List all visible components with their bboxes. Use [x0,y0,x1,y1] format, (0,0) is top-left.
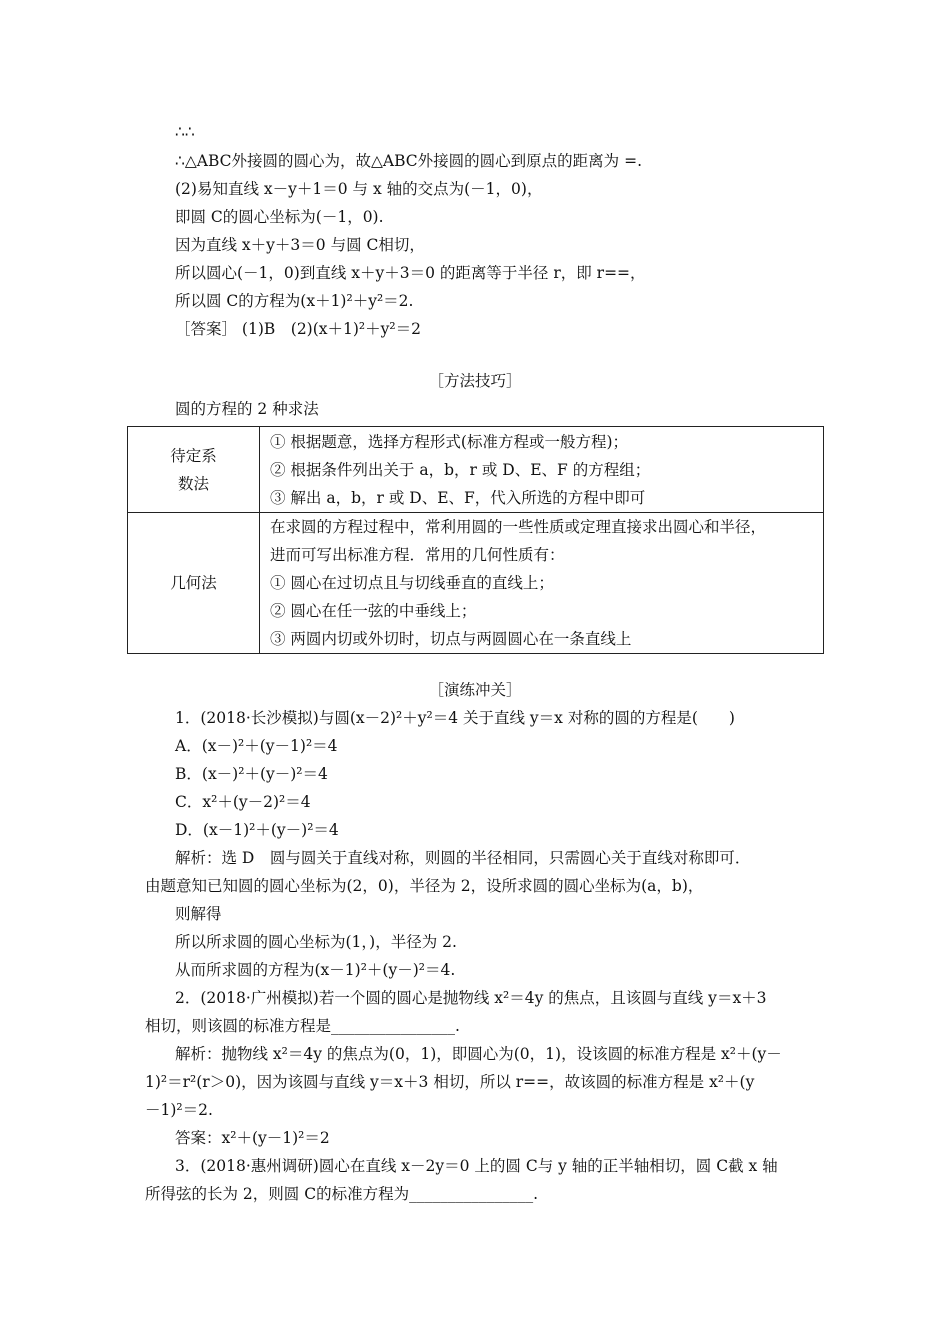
question-1-option-a: A．(x－)²＋(y－1)²＝4 [175,737,338,755]
question-2-solution-line: 解析：抛物线 x²＝4y 的焦点为(0，1)，即圆心为(0，1)，设该圆的标准方程是 x²＋(y－ [175,1045,782,1063]
methods-table [127,426,824,654]
question-1-option-d: D．(x－1)²＋(y－)²＝4 [175,821,339,839]
question-2-solution-line: 1)²＝r²(r＞0)，因为该圆与直线 y＝x＋3 相切，所以 r==，故该圆的标准方程是 x²＋(y [145,1073,755,1091]
question-2: 2．(2018·广州模拟)若一个圆的圆心是抛物线 x²＝4y 的焦点，且该圆与直线 y＝x＋3 [175,989,767,1007]
method-label-geometric [128,513,260,654]
question-3-continued: 所得弦的长为 2，则圆 C的标准方程为________________. [145,1185,539,1203]
practice-heading: ［演练冲关］ [428,681,522,699]
method-step: 进而可写出标准方程．常用的几何性质有： [270,546,565,564]
solution-line-7: 所以圆 C的方程为(x＋1)²＋y²＝2. [175,292,414,310]
question-1-option-b: B．(x－)²＋(y－)²＝4 [175,765,328,783]
question-1-solution-line: 所以所求圆的圆心坐标为(1，)，半径为 2. [175,933,457,951]
method-step: ③ 解出 a，b，r 或 D、E、F，代入所选的方程中即可 [270,488,646,507]
solution-line-2: ∴△ABC外接圆的圆心为，故△ABC外接圆的圆心到原点的距离为 =. [175,152,643,170]
method-step: ① 圆心在过切点且与切线垂直的直线上； [270,574,554,592]
solution-line-6: 所以圆心(－1，0)到直线 x＋y＋3＝0 的距离等于半径 r，即 r==， [175,264,646,282]
method-label-line: 待定系 [170,446,217,465]
solution-line-3: (2)易知直线 x－y＋1＝0 与 x 轴的交点为(－1，0)， [175,180,543,198]
method-step: ① 根据题意，选择方程形式(标准方程或一般方程)； [270,432,629,451]
answer-line: ［答案］ (1)B (2)(x＋1)²＋y²＝2 [175,320,421,338]
method-step: ② 圆心在任一弦的中垂线上； [270,602,477,620]
solution-line-4: 即圆 C的圆心坐标为(－1，0). [175,208,384,226]
solution-line-1: ∴∴ [175,123,195,141]
solution-line-5: 因为直线 x＋y＋3＝0 与圆 C相切， [175,236,425,254]
question-1-solution-line: 由题意知已知圆的圆心坐标为(2，0)，半径为 2，设所求圆的圆心坐标为(a，b)， [145,877,704,895]
question-2-answer: 答案：x²＋(y－1)²＝2 [175,1129,330,1147]
method-label-line: 几何法 [170,574,217,592]
question-3: 3．(2018·惠州调研)圆心在直线 x－2y＝0 上的圆 C与 y 轴的正半轴相切，圆 C截 x 轴 [175,1157,778,1175]
question-2-solution-line: －1)²＝2. [145,1101,213,1119]
question-2-continued: 相切，则该圆的标准方程是________________. [145,1017,460,1035]
method-step: ② 根据条件列出关于 a，b，r 或 D、E、F 的方程组； [270,460,651,479]
question-1: 1．(2018·长沙模拟)与圆(x－2)²＋y²＝4 关于直线 y＝x 对称的圆的方程是( ) [175,709,735,727]
method-row-undetermined [128,427,824,513]
method-row-geometric [128,513,824,654]
method-step: ③ 两圆内切或外切时，切点与两圆圆心在一条直线上 [270,630,632,648]
method-content-geometric [260,513,824,654]
methods-intro: 圆的方程的 2 种求法 [175,400,319,418]
question-1-solution-line: 则解得 [175,905,222,923]
methods-heading: ［方法技巧］ [428,372,522,390]
method-label-line: 数法 [177,474,209,493]
question-1-solution-line: 解析：选 D 圆与圆关于直线对称，则圆的半径相同，只需圆心关于直线对称即可． [175,849,751,867]
question-1-option-c: C．x²＋(y－2)²＝4 [175,793,311,811]
question-1-solution-line: 从而所求圆的方程为(x－1)²＋(y－)²＝4. [175,961,456,979]
method-step: 在求圆的方程过程中，常利用圆的一些性质或定理直接求出圆心和半径， [270,518,767,536]
method-content-undetermined [260,427,824,513]
method-label-undetermined [128,427,260,513]
